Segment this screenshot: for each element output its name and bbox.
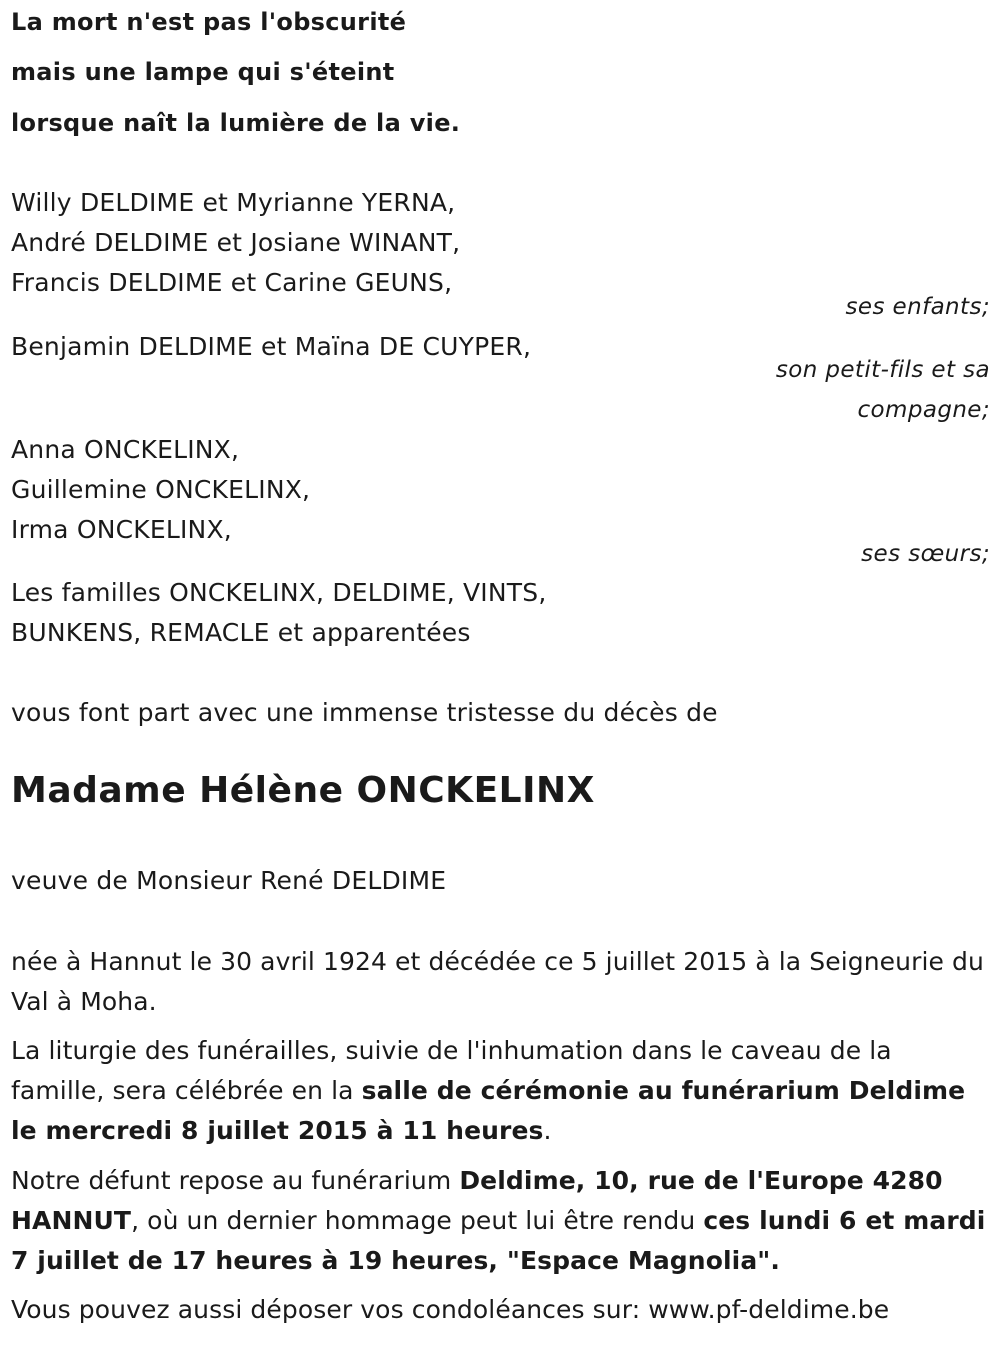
sister-line-2: Guillemine ONCKELINX,: [11, 475, 311, 504]
grandson-role-line-2: compagne;: [857, 397, 990, 423]
liturgy-text-2: .: [543, 1116, 552, 1145]
birth-death-paragraph: née à Hannut le 30 avril 1924 et décédée ce 5 juillet 2015 à la Seigneurie du Val à Moha.: [11, 947, 984, 1016]
condolences-text: Vous pouvez aussi déposer vos condoléances sur: www.pf-deldime.be: [11, 1295, 890, 1324]
families-line-2: BUNKENS, REMACLE et apparentées: [11, 618, 471, 647]
poem-line-3: lorsque naît la lumière de la vie.: [11, 109, 461, 137]
announcement-text: vous font part avec une immense tristesse du décès de: [11, 698, 718, 727]
grandson-line: Benjamin DELDIME et Maïna DE CUYPER,: [11, 332, 532, 361]
poem-line-2: mais une lampe qui s'éteint: [11, 58, 395, 86]
child-line-2: André DELDIME et Josiane WINANT,: [11, 228, 461, 257]
sister-line-1: Anna ONCKELINX,: [11, 435, 240, 464]
families-line-1: Les familles ONCKELINX, DELDIME, VINTS,: [11, 578, 547, 607]
widow-of-text: veuve de Monsieur René DELDIME: [11, 866, 447, 895]
liturgy-paragraph: [11, 1031, 986, 1151]
grandson-role-line-1: son petit-fils et sa: [775, 357, 990, 383]
sisters-role: ses sœurs;: [861, 541, 990, 567]
rest-paragraph: [11, 1161, 986, 1281]
liturgy-text-1: La liturgie des funérailles, suivie de l'inhumation dans le caveau de la famille, sera célébrée en la: [11, 1036, 892, 1105]
rest-text-1: Notre défunt repose au funérarium: [11, 1166, 460, 1195]
child-line-1: Willy DELDIME et Myrianne YERNA,: [11, 188, 456, 217]
sister-line-3: Irma ONCKELINX,: [11, 515, 232, 544]
rest-bold-2: ces lundi 6 et mardi 7 juillet de 17 heures à 19 heures, "Espace Magnolia".: [11, 1206, 986, 1275]
liturgy-bold-1: salle de cérémonie au funérarium Deldime le mercredi 8 juillet 2015 à 11 heures: [11, 1076, 966, 1145]
rest-bold-1: Deldime, 10, rue de l'Europe 4280 HANNUT: [11, 1166, 943, 1235]
rest-text-2: , où un dernier hommage peut lui être rendu: [131, 1206, 704, 1235]
children-role: ses enfants;: [845, 294, 990, 320]
poem-line-1: La mort n'est pas l'obscurité: [11, 8, 407, 36]
child-line-3: Francis DELDIME et Carine GEUNS,: [11, 268, 453, 297]
deceased-name: Madame Hélène ONCKELINX: [11, 770, 595, 811]
